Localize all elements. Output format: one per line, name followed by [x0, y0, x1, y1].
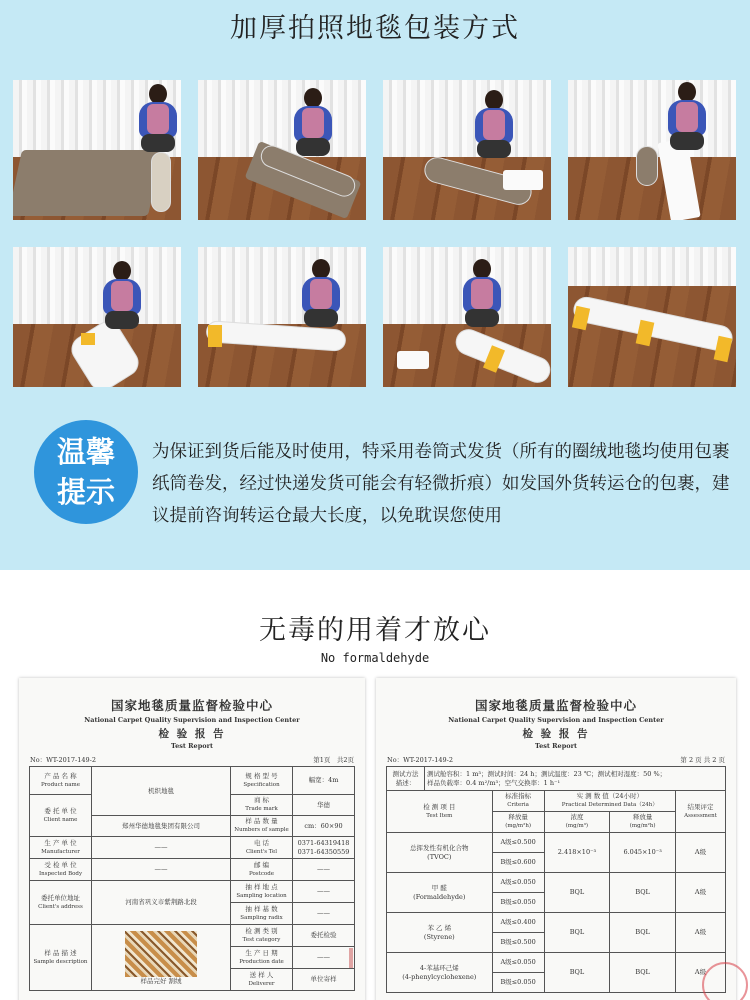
packaging-photo-step-7 [383, 247, 551, 387]
report2-page: 第 2 页 共 2 页 [680, 756, 725, 764]
official-seal [702, 962, 748, 1000]
report1-org-en: National Carpet Quality Supervision and Inspection Center [84, 716, 300, 724]
test-report-page-2 [376, 678, 736, 1000]
report2-number: No：WT-2017-149-2 [387, 756, 453, 764]
report2-table: 测试方法 描述： 测试舱容积：1 m³；测试时间：24 h；测试温度：23 ℃；测试相对湿度：50 %； 样品负载率：0.4 m²/m³；空气交换率：1 h⁻¹ 检 测 项 目 Test Item 标准指标 Criteria 实 测 数 值（24小时） Practical Determined Data（24h） 结果评定 Assessment 释放量 (mg/m²h) 浓度 (mg/m³) 释放量 (mg/m²h) 总挥发性有机化合物 (TVOC) A级≤0.500 2.418×10⁻³ 6.045×10⁻³ A级 B级≤0.600 甲 醛 (Formaldehyde) A级≤0.050 BQL BQL A级 B级≤0.050 苯 乙 烯 (Styrene) A级≤0.400 BQL BQL A级 B级≤0.500 4-苯基环己烯 (4-phenylcyclohexene) A级≤0.050 BQL BQL A级 B级≤0.050 [386, 766, 726, 993]
report2-doc-zh: 检 验 报 告 [522, 728, 590, 740]
report2-doc-en: Test Report [535, 742, 577, 750]
table-row: 苯 乙 烯 (Styrene) A级≤0.400 BQL BQL A级 [387, 913, 726, 933]
table-row: 4-苯基环己烯 (4-phenylcyclohexene) A级≤0.050 BQL BQL A级 [387, 953, 726, 973]
report1-page: 第1页 共2页 [313, 756, 354, 764]
carpet-sample-image [125, 931, 197, 977]
table-row: 总挥发性有机化合物 (TVOC) A级≤0.500 2.418×10⁻³ 6.045×10⁻³ A级 [387, 833, 726, 853]
packaging-photo-step-3 [383, 80, 551, 220]
packaging-photo-step-5 [13, 247, 181, 387]
seal-edge-mark [349, 948, 353, 968]
packaging-photo-step-8 [568, 247, 736, 387]
report1-doc-zh: 检 验 报 告 [158, 728, 226, 740]
tip-badge-line-2: 提示 [56, 475, 115, 509]
report1-table: 产 品 名 称 Product name 机织地毯 规 格 型 号 Specification 幅宽：4m 委 托 单 位 Client name 商 标 Trade mark 华德 郑州华德地毯集团有限公司 样 品 数 量 Numbers of sample cm：60×90 生 产 单 位 Manufacturer —— 电 话 Client's Tel 0371-64319418 0371-64350559 受 检 单 位 Inspected Body —— 邮 编 Postcode —— 委托单位地址 Client's address 河南省巩义市紫荆路北段 抽 样 地 点 Sampling location —— 抽 样 基 数 Sampling radix —— 样 品 描 述 Sample description 样品完好 割绒 检 测 类 别 Test category 委托检验 生 产 日 期 Production date —— 送 样 人 Deliverer 单位寄样 [29, 766, 355, 991]
report2-org-en: National Carpet Quality Supervision and Inspection Center [448, 716, 664, 724]
test-report-page-1 [19, 678, 365, 1000]
report1-number: No：WT-2017-149-2 [30, 756, 96, 764]
sample-caption: 样品完好 割绒 [140, 977, 182, 985]
report2-org-zh: 国家地毯质量监督检验中心 [474, 698, 637, 713]
safety-title: 无毒的用着才放心 [259, 615, 491, 646]
report1-org-zh: 国家地毯质量监督检验中心 [110, 698, 273, 713]
safety-subtitle: No formaldehyde [320, 651, 430, 665]
packaging-photo-step-2 [198, 80, 366, 220]
packaging-title: 加厚拍照地毯包装方式 [230, 13, 520, 44]
table-row: 甲 醛 (Formaldehyde) A级≤0.050 BQL BQL A级 [387, 873, 726, 893]
packaging-photo-step-4 [568, 80, 736, 220]
tip-badge [34, 420, 138, 524]
tip-badge-line-1: 温馨 [56, 435, 115, 469]
report1-doc-en: Test Report [171, 742, 213, 750]
packaging-photo-step-1 [13, 80, 181, 220]
tip-text: 为保证到货后能及时使用，特采用卷筒式发货（所有的圈绒地毯均使用包裹纸筒卷发，经过快递发货可能会有轻微折痕）如发国外货转运仓的包裹，建议提前咨询转运仓最大长度，以免耽误您使用 [152, 442, 730, 526]
packaging-photo-step-6 [198, 247, 366, 387]
